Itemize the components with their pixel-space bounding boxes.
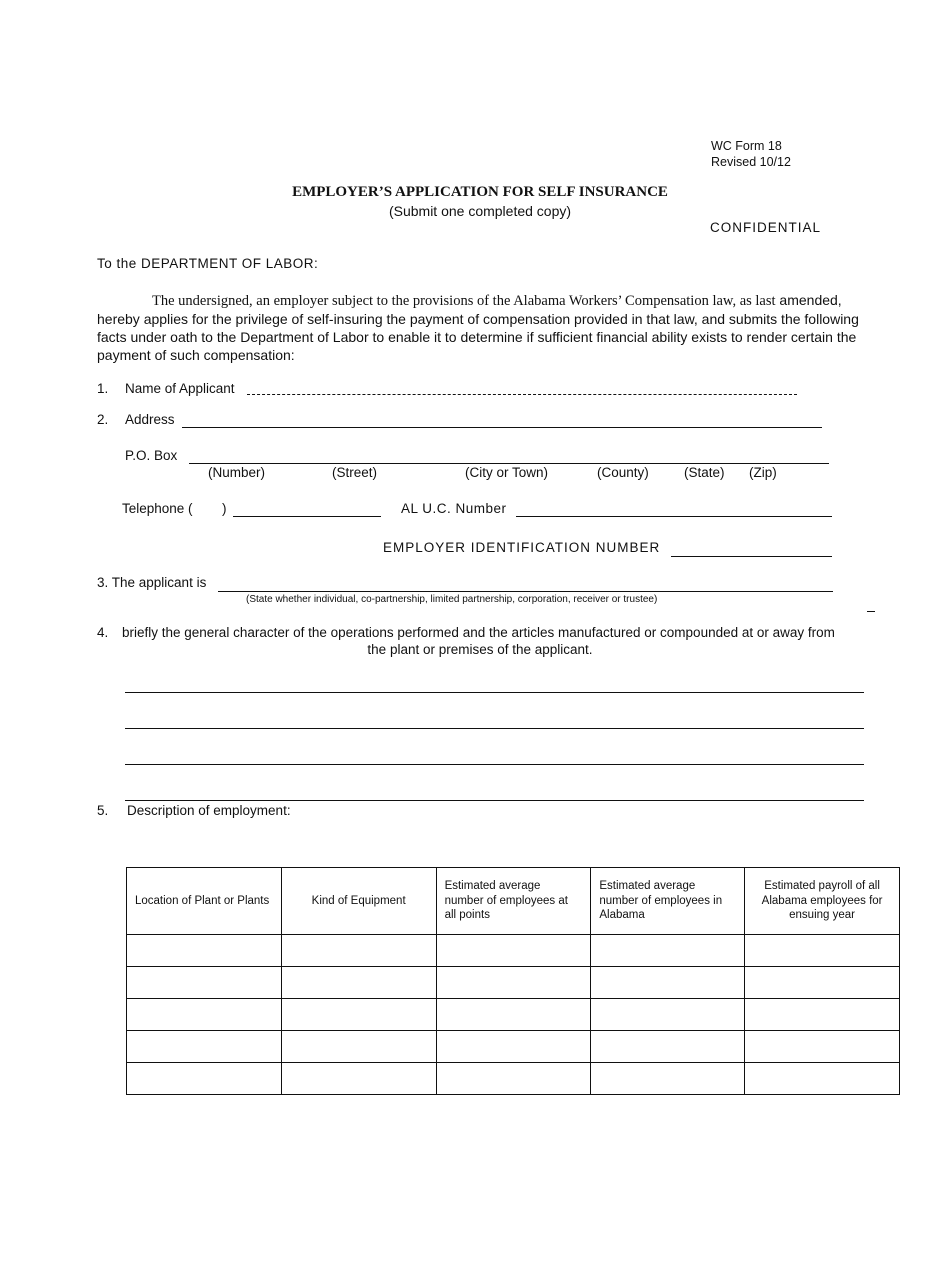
table-row — [127, 967, 900, 999]
table-cell[interactable] — [127, 1063, 282, 1095]
address-part-county: (County) — [597, 465, 649, 480]
table-cell[interactable] — [745, 967, 900, 999]
telephone-label: Telephone ( — [122, 501, 193, 516]
table-cell[interactable] — [436, 999, 591, 1031]
table-cell[interactable] — [745, 999, 900, 1031]
aluc-label: AL U.C. Number — [401, 501, 507, 516]
table-cell[interactable] — [436, 935, 591, 967]
table-cell[interactable] — [127, 935, 282, 967]
table-cell[interactable] — [281, 1031, 436, 1063]
ein-label: EMPLOYER IDENTIFICATION NUMBER — [383, 540, 661, 555]
item-5-label: Description of employment: — [127, 803, 291, 818]
aluc-number-field[interactable] — [516, 516, 832, 517]
page-title: EMPLOYER’S APPLICATION FOR SELF INSURANCE — [292, 184, 668, 200]
table-cell[interactable] — [436, 967, 591, 999]
table-cell[interactable] — [127, 1031, 282, 1063]
table-cell[interactable] — [281, 1063, 436, 1095]
table-row — [127, 1063, 900, 1095]
table-cell[interactable] — [281, 967, 436, 999]
table-cell[interactable] — [591, 967, 745, 999]
telephone-paren-close: ) — [222, 501, 227, 516]
header-employees-all-points: Estimated average number of employees at all points — [436, 868, 591, 935]
intro-serif-text: The undersigned, an employer subject to the provisions of the Alabama Workers’ Compensation law, as last — [152, 293, 776, 309]
item-2-label: Address — [125, 412, 175, 427]
address-part-state: (State) — [684, 465, 725, 480]
table-header-row — [127, 868, 900, 935]
table-cell[interactable] — [281, 935, 436, 967]
applicant-name-field[interactable] — [247, 394, 797, 395]
item-1-number: 1. — [97, 381, 109, 396]
header-payroll: Estimated payroll of all Alabama employees for ensuing year — [745, 868, 900, 935]
item-3-label: 3. The applicant is — [97, 575, 207, 590]
stray-mark — [867, 611, 875, 612]
address-part-city: (City or Town) — [465, 465, 549, 480]
header-equipment: Kind of Equipment — [281, 868, 436, 935]
address-part-street: (Street) — [332, 465, 378, 480]
table-cell[interactable] — [745, 935, 900, 967]
page-subtitle: (Submit one completed copy) — [388, 203, 572, 219]
table-cell[interactable] — [436, 1063, 591, 1095]
item-4-text-line1: briefly the general character of the operations performed and the articles manufactured or compounded at or away from — [122, 625, 835, 640]
operations-line-3[interactable] — [125, 764, 864, 765]
operations-line-4[interactable] — [125, 800, 864, 801]
item-2-number: 2. — [97, 412, 109, 427]
item-4-number: 4. — [97, 625, 109, 640]
addressee: To the DEPARTMENT OF LABOR: — [97, 256, 319, 271]
confidential-label: CONFIDENTIAL — [710, 220, 822, 235]
operations-line-2[interactable] — [125, 728, 864, 729]
table-row — [127, 999, 900, 1031]
table-cell[interactable] — [591, 935, 745, 967]
applicant-type-field[interactable] — [218, 591, 833, 592]
item-5-number: 5. — [97, 803, 109, 818]
table-cell[interactable] — [591, 1031, 745, 1063]
table-cell[interactable] — [591, 1063, 745, 1095]
table-cell[interactable] — [436, 1031, 591, 1063]
table-cell[interactable] — [745, 1063, 900, 1095]
item-1-label: Name of Applicant — [125, 381, 235, 396]
applicant-type-hint: (State whether individual, co-partnership, limited partnership, corporation, receiver or trustee) — [246, 594, 658, 605]
table-cell[interactable] — [127, 999, 282, 1031]
table-cell[interactable] — [281, 999, 436, 1031]
operations-line-1[interactable] — [125, 692, 864, 693]
form-number: WC Form 18 — [711, 139, 782, 153]
header-location: Location of Plant or Plants — [127, 868, 282, 935]
table-cell[interactable] — [591, 999, 745, 1031]
header-employees-alabama: Estimated average number of employees in Alabama — [591, 868, 745, 935]
table-cell[interactable] — [127, 967, 282, 999]
form-revision: Revised 10/12 — [711, 155, 791, 169]
intro-rest-text: amended, hereby applies for the privilege of self-insuring the payment of compensation provided in that law, and submits the following facts under oath to the Department of Labor to enable it to determine if sufficient financial ability exists to render certain the payment of such compensation: — [97, 292, 859, 363]
ein-field[interactable] — [671, 556, 832, 557]
intro-paragraph — [97, 291, 867, 364]
item-4-text-line2: the plant or premises of the applicant. — [367, 642, 593, 657]
employment-table — [126, 867, 900, 1095]
table-row — [127, 935, 900, 967]
po-box-label: P.O. Box — [125, 448, 178, 463]
table-row — [127, 1031, 900, 1063]
telephone-field[interactable] — [233, 516, 381, 517]
po-box-field[interactable] — [189, 463, 829, 464]
table-cell[interactable] — [745, 1031, 900, 1063]
address-part-number: (Number) — [208, 465, 266, 480]
address-part-zip: (Zip) — [749, 465, 777, 480]
address-field[interactable] — [182, 427, 822, 428]
